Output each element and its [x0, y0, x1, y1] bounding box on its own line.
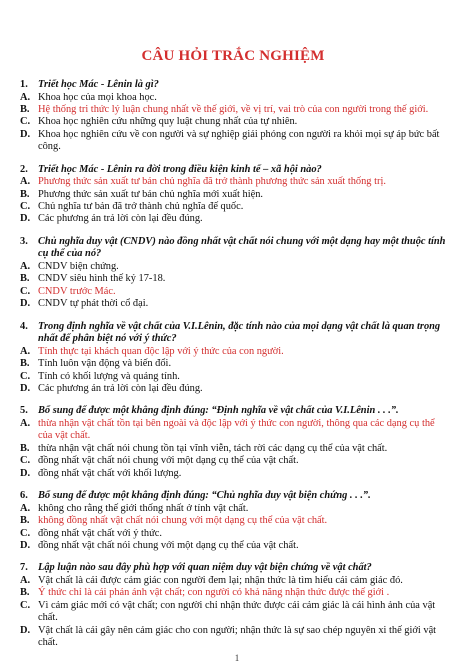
option-letter: B. [20, 358, 30, 370]
answer-option-correct [20, 104, 446, 116]
answer-option-correct [20, 515, 446, 527]
option-letter: D. [20, 213, 31, 225]
option-text: Chủ nghĩa tư bản đã trở thành chủ nghĩa đế quốc. [38, 201, 244, 213]
answer-option [20, 503, 446, 515]
option-letter: B. [20, 104, 30, 115]
answer-option [20, 443, 446, 455]
option-letter: B. [20, 442, 30, 454]
option-text: CNDV biện chứng. [38, 261, 119, 273]
option-text: đồng nhất vật chất nói chung với một dạng cụ thể của vật chất. [38, 539, 299, 551]
question-item [20, 164, 446, 226]
option-letter: A. [20, 91, 31, 103]
option-letter: D. [20, 298, 31, 310]
answer-option [20, 92, 446, 104]
question-text: Triết học Mác - Lênin ra đời trong điều kiện kinh tế – xã hội nào? [38, 163, 322, 175]
answer-option [20, 298, 446, 310]
option-text: CNDV siêu hình thế kỷ 17-18. [38, 273, 166, 285]
option-text: Vật chất là cái gây nên cảm giác cho con người; nhận thức là sự sao chép nguyên xi thế giới vật chất. [38, 624, 437, 648]
option-text: CNDV trước Mác. [38, 285, 116, 297]
question-number: 1. [20, 79, 28, 90]
answer-option [20, 455, 446, 467]
answer-option [20, 116, 446, 128]
option-letter: A. [20, 574, 31, 586]
option-letter: C. [20, 201, 31, 213]
answer-option [20, 213, 446, 225]
answer-option [20, 540, 446, 552]
question-number: 6. [20, 490, 28, 502]
option-text: thừa nhận vật chất tồn tại bên ngoài và độc lập với ý thức con người, thông qua các dạng cụ thể của vật chất. [38, 418, 435, 442]
question-line [20, 236, 446, 261]
answer-option [20, 261, 446, 273]
page-number: 1 [234, 653, 240, 663]
question-text: Bổ sung để được một khẳng định đúng: “Định nghĩa về vật chất của V.I.Lênin . . .”. [38, 405, 399, 417]
answer-option [20, 129, 446, 154]
answer-option-correct [20, 587, 446, 599]
option-text: Phương thức sản xuất tư bản chủ nghĩa đã trở thành phương thức sản xuất thống trị. [38, 176, 386, 188]
option-text: Tính luôn vận động và biến đổi. [38, 358, 172, 370]
question-number: 2. [20, 163, 28, 175]
question-number: 7. [20, 562, 28, 574]
question-line [20, 164, 446, 177]
option-letter: C. [20, 599, 31, 611]
option-text: Khoa học nghiên cứu những quy luật chung nhất của tự nhiên. [38, 116, 298, 128]
option-letter: A. [20, 502, 31, 514]
option-letter: D. [20, 128, 31, 140]
option-letter: D. [20, 383, 31, 395]
question-number: 4. [20, 320, 28, 332]
option-text: Vật chất là cái được cảm giác con người đem lại; nhận thức là tìm hiểu cái cảm giác đó. [38, 574, 403, 586]
answer-option [20, 189, 446, 201]
option-letter: A. [20, 418, 31, 430]
option-letter: C. [20, 527, 31, 539]
question-item [20, 490, 446, 552]
option-text: đồng nhất vật chất nói chung với một dạng cụ thể của vật chất. [38, 455, 299, 467]
question-line [20, 405, 446, 418]
answer-option [20, 371, 446, 383]
option-letter: B. [20, 587, 30, 599]
answer-option [20, 600, 446, 625]
question-text: Bổ sung để được một khẳng định đúng: “Chủ nghĩa duy vật biện chứng . . .”. [38, 490, 371, 502]
answer-option [20, 575, 446, 587]
option-letter: C. [20, 455, 31, 467]
question-text: Lập luận nào sau đây phù hợp với quan niệm duy vật biện chứng về vật chất? [38, 562, 372, 574]
answer-option-correct [20, 346, 446, 358]
option-text: Khoa học nghiên cứu về con người và sự nghiệp giải phóng con người ra khỏi mọi sự áp bức bất công. [38, 128, 440, 153]
question-item [20, 321, 446, 396]
option-text: đồng nhất vật chất với ý thức. [38, 527, 162, 539]
option-text: Vì cảm giác mới có vật chất; con người chỉ nhận thức được cái cảm giác là cái hình ảnh của vật chất. [38, 599, 436, 624]
page-title: CÂU HỎI TRẮC NGHIỆM [141, 48, 325, 64]
option-letter: D. [20, 539, 31, 551]
option-letter: A. [20, 261, 31, 273]
question-item [20, 405, 446, 480]
question-line [20, 321, 446, 346]
option-text: Hệ thống tri thức lý luận chung nhất về thế giới, về vị trí, vai trò của con người trong thế giới. [38, 104, 429, 115]
answer-option-correct [20, 176, 446, 188]
answer-option [20, 468, 446, 480]
option-text: Các phương án trả lời còn lại đều đúng. [38, 383, 203, 395]
answer-option [20, 358, 446, 370]
question-text: Triết học Mác - Lênin là gì? [38, 79, 159, 90]
option-text: đồng nhất vật chất với khối lượng. [38, 467, 182, 479]
option-text: Tính có khối lượng và quảng tính. [38, 370, 180, 382]
answer-option-correct [20, 418, 446, 443]
option-text: Các phương án trả lời còn lại đều đúng. [38, 213, 203, 225]
answer-option-correct [20, 286, 446, 298]
question-list [20, 79, 446, 649]
answer-option [20, 625, 446, 650]
option-letter: C. [20, 285, 31, 297]
answer-option [20, 273, 446, 285]
option-text: Phương thức sản xuất tư bản chủ nghĩa mới xuất hiện. [38, 188, 263, 200]
question-number: 3. [20, 235, 28, 247]
question-item [20, 236, 446, 311]
option-letter: B. [20, 188, 30, 200]
option-text: không cho rằng thế giới thống nhất ở tính vật chất. [38, 502, 249, 514]
question-line [20, 562, 446, 575]
option-letter: A. [20, 176, 31, 188]
option-text: thừa nhận vật chất nói chung tồn tại vĩnh viễn, tách rời các dạng cụ thể của vật chất. [38, 442, 388, 454]
question-item [20, 562, 446, 649]
option-letter: B. [20, 273, 30, 285]
option-letter: B. [20, 515, 30, 527]
option-letter: C. [20, 116, 31, 128]
question-text: Trong định nghĩa về vật chất của V.I.Lênin, đặc tính nào của mọi dạng vật chất là quan trọng nhất để phân biệt nó với ý thức? [38, 320, 441, 345]
answer-option [20, 383, 446, 395]
option-text: không đồng nhất vật chất nói chung với một dạng cụ thể của vật chất. [38, 515, 328, 527]
option-text: CNDV tự phát thời cổ đại. [38, 298, 149, 310]
question-text: Chủ nghĩa duy vật (CNDV) nào đồng nhất vật chất nói chung với một dạng hay một thuộc tính cụ thể của nó? [38, 235, 446, 260]
answer-option [20, 528, 446, 540]
option-text: Khoa học của mọi khoa học. [38, 91, 157, 103]
option-letter: D. [20, 624, 31, 636]
option-letter: C. [20, 370, 31, 382]
option-text: Ý thức chỉ là cái phản ánh vật chất; con người có khả năng nhận thức được thế giới . [38, 587, 390, 599]
question-line [20, 79, 446, 92]
option-text: Tính thực tại khách quan độc lập với ý thức của con người. [38, 345, 284, 357]
option-letter: D. [20, 467, 31, 479]
option-letter: A. [20, 345, 31, 357]
question-item [20, 79, 446, 154]
question-number: 5. [20, 405, 28, 417]
question-line [20, 490, 446, 503]
answer-option [20, 201, 446, 213]
